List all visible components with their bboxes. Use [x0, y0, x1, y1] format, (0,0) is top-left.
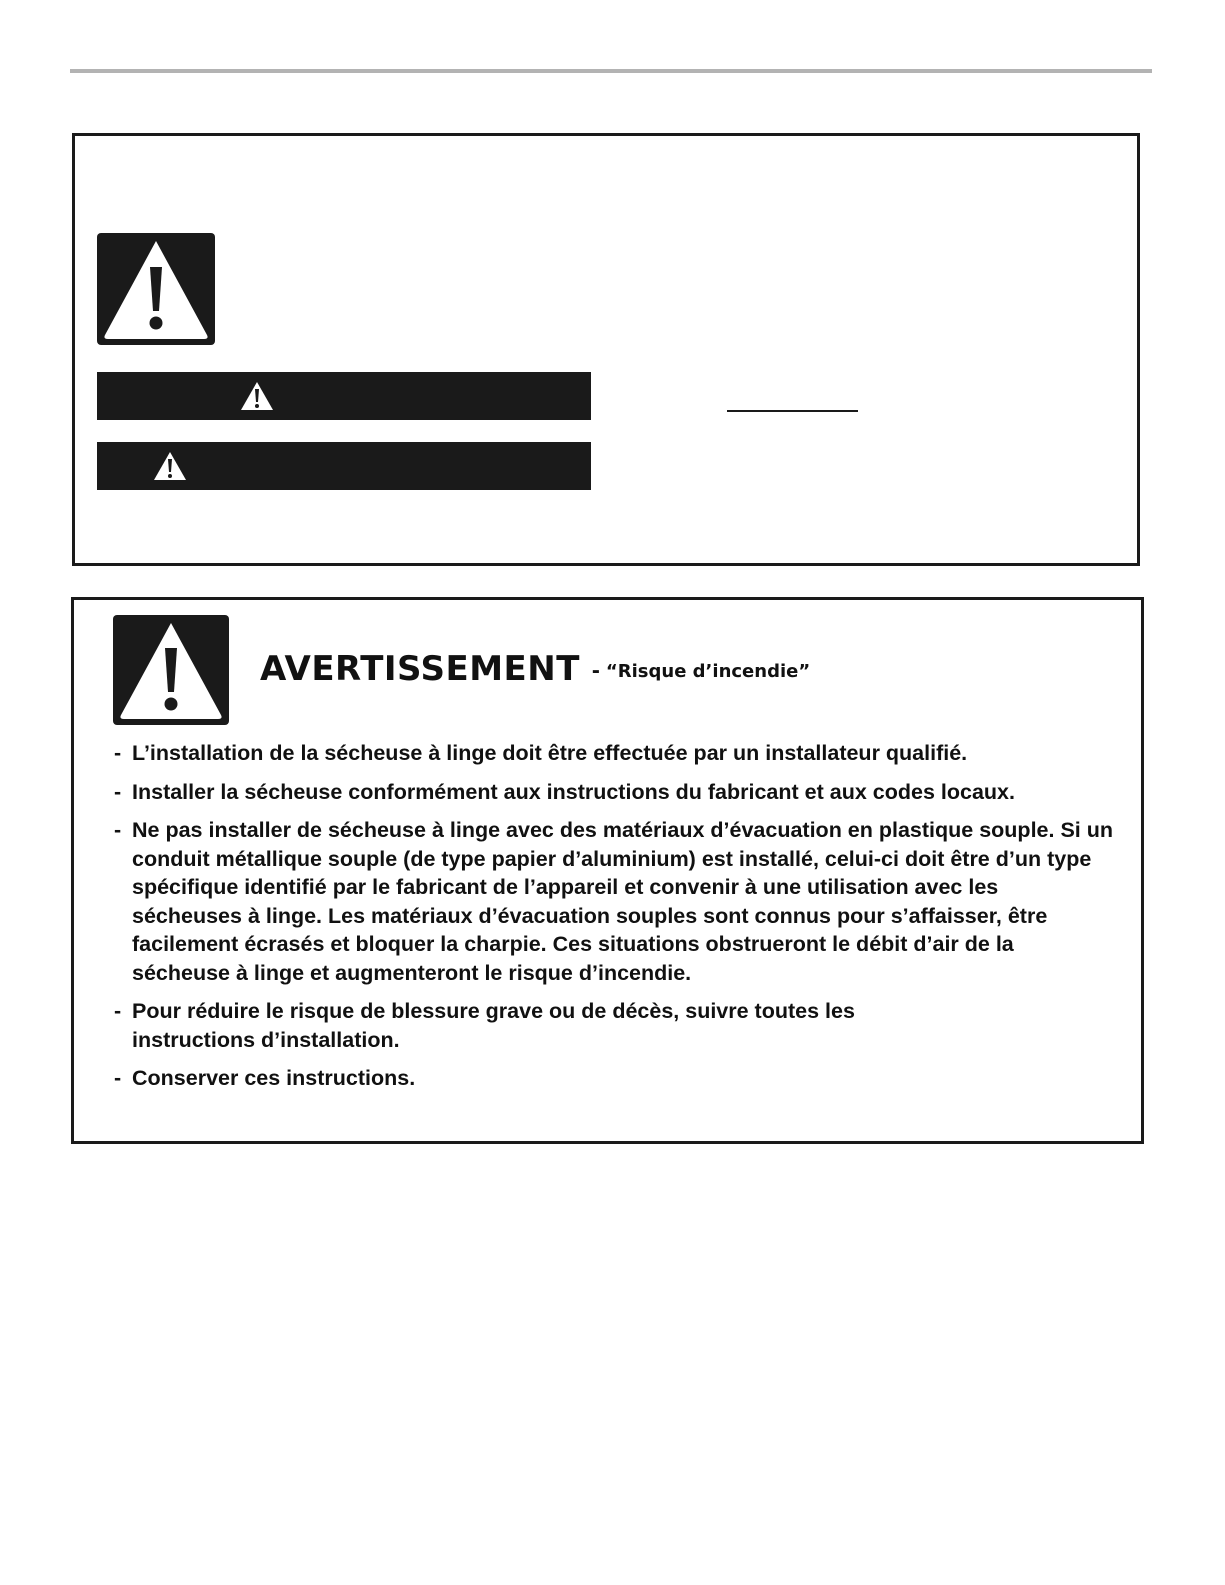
warning-triangle-icon: [97, 233, 215, 345]
list-item-text: L’installation de la sécheuse à linge doit être effectuée par un installateur qualifié.: [132, 741, 968, 765]
underline-mark: [727, 410, 858, 412]
list-item-text: Installer la sécheuse conformément aux instructions du fabricant et aux codes locaux.: [132, 779, 1015, 804]
danger-signal-bar: [97, 372, 591, 420]
warning-list: [114, 739, 1114, 1103]
warning-heading: [260, 649, 811, 689]
list-bullet: -: [114, 999, 122, 1023]
list-item-text: Conserver ces instructions.: [132, 1066, 416, 1090]
list-item-text: Ne pas installer de sécheuse à linge avec des matériaux d’évacuation en plastique souple. Si un conduit métallique souple (de type papier d’aluminium) est installé, celui-ci doit être d’un type spécifique identifié par le fabricant de l’appareil et convenir à une utilisation avec les sécheuses à linge. Les matériaux d’évacuation souples sont connus pour s’affaisser, être facilement écrasés et bloquer la charpie. Ces situations obstrueront le débit d’air de la sécheuse à linge et augmenteront le risque d’incendie.: [132, 818, 1114, 985]
warning-triangle-icon: [113, 615, 229, 725]
warning-subtitle: “Risque d’incendie”: [605, 661, 811, 682]
fire-warning-box: [71, 597, 1144, 1144]
top-divider: [70, 69, 1152, 73]
list-item: [114, 1064, 1114, 1093]
warning-signal-bar: [97, 442, 591, 490]
list-item: [114, 997, 912, 1054]
list-item-text: Pour réduire le risque de blessure grave ou de décès, suivre toutes les instructions d’installation.: [132, 999, 855, 1052]
list-bullet: -: [114, 1066, 122, 1090]
list-item: [114, 816, 1114, 987]
list-item: [114, 778, 1114, 807]
warning-title: AVERTISSEMENT: [260, 649, 580, 689]
list-item: [114, 739, 1114, 768]
safety-notice-box: [72, 133, 1140, 566]
warning-separator: -: [591, 657, 600, 684]
warning-triangle-icon: [240, 381, 274, 411]
list-bullet: -: [114, 818, 122, 842]
warning-triangle-icon: [153, 451, 187, 481]
list-bullet: -: [114, 741, 122, 765]
list-bullet: -: [114, 779, 122, 804]
